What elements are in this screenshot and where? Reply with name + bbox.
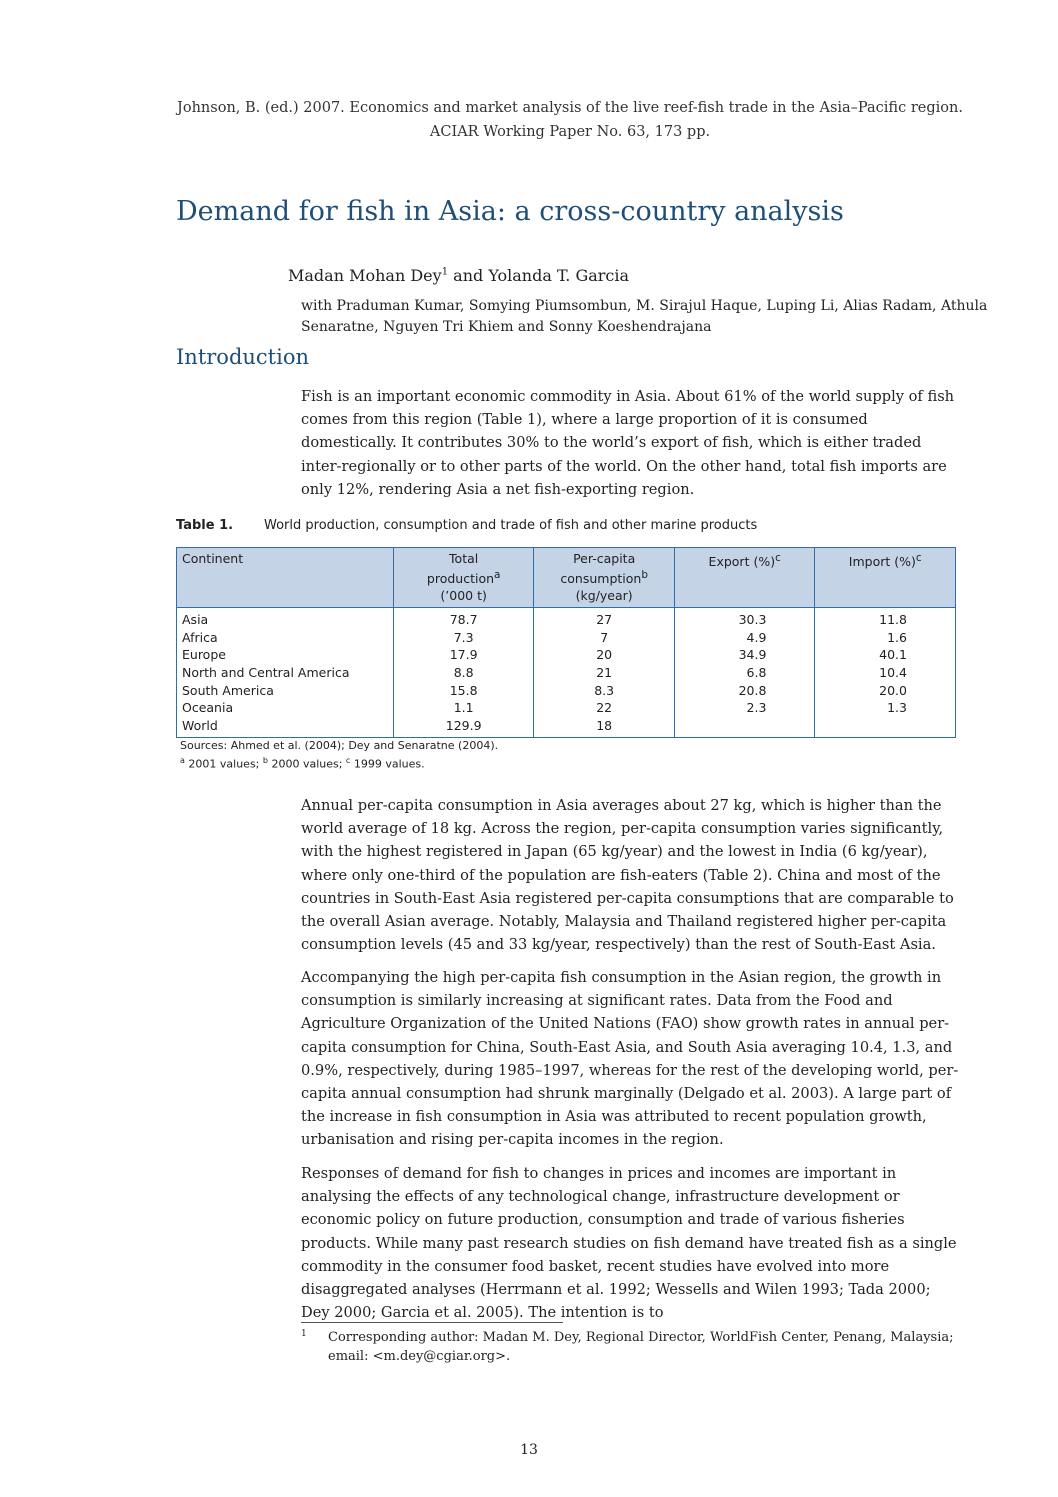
- cell-production: 15.8: [393, 682, 534, 700]
- cell-export: 4.9: [674, 629, 815, 647]
- cell-production: 8.8: [393, 664, 534, 682]
- footnote: [301, 1328, 961, 1366]
- header-import: [815, 548, 956, 608]
- table-row: [177, 629, 956, 647]
- table-sources: [180, 738, 498, 772]
- note-a-text: 2001 values;: [184, 757, 263, 771]
- cell-consumption: 27: [534, 608, 675, 629]
- table-row: [177, 682, 956, 700]
- header-consumption-l3: (kg/year): [575, 588, 633, 604]
- note-b-text: 2000 values;: [267, 757, 346, 771]
- cell-continent: Asia: [182, 612, 209, 628]
- header-export: [674, 548, 815, 608]
- co-lead-author: and Yolanda T. Garcia: [448, 266, 630, 285]
- section-heading-introduction: Introduction: [176, 345, 309, 369]
- table-row: [177, 699, 956, 717]
- header-consumption: [534, 548, 675, 608]
- table-row: [177, 646, 956, 664]
- cell-import: 1.6: [815, 629, 956, 647]
- cell-continent: Oceania: [182, 700, 234, 716]
- header-import-text: Import (%): [848, 554, 916, 570]
- cell-import: 10.4: [815, 664, 956, 682]
- sources-line: Sources: Ahmed et al. (2004); Dey and Senaratne (2004).: [180, 739, 499, 752]
- author-footnote-mark: 1: [441, 266, 449, 278]
- authors: [288, 266, 629, 285]
- table-label: Table 1.: [176, 518, 234, 533]
- paragraph-4: Responses of demand for fish to changes in prices and incomes are important in analysing the effects of any technological change, infrastructure development or economic policy on future production, consumption and trade of various fisheries products. While many past research studies on fish demand have treated fish as a single commodity in the consumer food basket, recent studies have evolved into more disaggregated analyses (Herrmann et al. 1992; Wessells and Wilen 1993; Tada 2000; Dey 2000; Garcia et al. 2005). The intention is to: [301, 1165, 957, 1322]
- header-consumption-l1: Per-capita: [573, 551, 636, 566]
- table-caption-text: World production, consumption and trade of fish and other marine products: [264, 518, 758, 533]
- coauthors: with Praduman Kumar, Somying Piumsombun, M. Sirajul Haque, Luping Li, Alias Radam, Athula Senaratne, Nguyen Tri Khiem and Sonny Koeshendrajana: [301, 298, 988, 335]
- cell-continent: World: [182, 717, 218, 733]
- note-a-mark: a: [180, 756, 185, 765]
- cell-consumption: 22: [534, 699, 675, 717]
- cell-consumption: 21: [534, 664, 675, 682]
- citation-line-2: ACIAR Working Paper No. 63, 173 pp.: [429, 124, 711, 140]
- cell-continent: South America: [182, 682, 274, 698]
- cell-continent: Europe: [182, 647, 226, 663]
- header-production-l1: Total: [449, 551, 479, 566]
- cell-export: [674, 717, 815, 738]
- cell-consumption: 8.3: [534, 682, 675, 700]
- cell-production: 129.9: [393, 717, 534, 738]
- data-table: [176, 547, 956, 738]
- table-row: [177, 717, 956, 738]
- table-row: [177, 608, 956, 629]
- cell-import: 20.0: [815, 682, 956, 700]
- citation-header: [120, 96, 1020, 144]
- note-c-text: 1999 values.: [350, 757, 425, 771]
- cell-export: 20.8: [674, 682, 815, 700]
- cell-export: 34.9: [674, 646, 815, 664]
- table-row: [177, 664, 956, 682]
- cell-export: 30.3: [674, 608, 815, 629]
- header-continent: Continent: [177, 548, 394, 608]
- cell-production: 17.9: [393, 646, 534, 664]
- footnote-divider: [301, 1322, 563, 1323]
- paragraph-3: Accompanying the high per-capita fish consumption in the Asian region, the growth in consumption is similarly increasing at significant rates. Data from the Food and Agriculture Organization of the United Nations (FAO) show growth rates in annual per-capita consumption for China, South-East Asia, and South Asia averaging 10.4, 1.3, and 0.9%, respectively, during 1985–1997, whereas for the rest of the developing world, per-capita annual consumption had shrunk marginally (Delgado et al. 2003). A large part of the increase in fish consumption in Asia was attributed to recent population growth, urbanisation and rising per-capita incomes in the region.: [301, 969, 959, 1149]
- cell-production: 78.7: [393, 608, 534, 629]
- cell-import: 40.1: [815, 646, 956, 664]
- cell-consumption: 18: [534, 717, 675, 738]
- paragraph-2: Annual per-capita consumption in Asia averages about 27 kg, which is higher than the world average of 18 kg. Across the region, per-capita consumption varies significantly, with the highest registered in Japan (65 kg/year) and the lowest in India (6 kg/year), where only one-third of the population are fish-eaters (Table 2). China and most of the countries in South-East Asia registered per-capita consumptions that are comparable to the overall Asian average. Notably, Malaysia and Thailand registered higher per-capita consumption levels (45 and 33 kg/year, respectively) than the rest of South-East Asia.: [301, 797, 954, 954]
- cell-export: 2.3: [674, 699, 815, 717]
- footnote-text: Corresponding author: Madan M. Dey, Regional Director, WorldFish Center, Penang, Malaysia; email: <m.dey@cgiar.org>.: [328, 1330, 954, 1364]
- page-number: 13: [520, 1442, 538, 1458]
- cell-import: 1.3: [815, 699, 956, 717]
- header-export-sup: c: [775, 552, 781, 564]
- table-header-row: [177, 548, 956, 608]
- citation-line-1: Johnson, B. (ed.) 2007. Economics and market analysis of the live reef-fish trade in the Asia–Pacific region.: [177, 100, 963, 116]
- cell-continent: Africa: [182, 629, 218, 645]
- footnote-mark: 1: [301, 1329, 307, 1339]
- cell-continent: North and Central America: [182, 664, 350, 680]
- header-production-sup: a: [494, 569, 501, 581]
- header-consumption-sup: b: [641, 569, 648, 581]
- table-caption: [176, 518, 757, 533]
- header-consumption-l2: consumption: [560, 571, 642, 587]
- header-import-sup: c: [915, 552, 922, 564]
- cell-production: 7.3: [393, 629, 534, 647]
- paper-title: Demand for fish in Asia: a cross-country analysis: [176, 196, 844, 227]
- note-b-mark: b: [262, 756, 268, 765]
- lead-author: Madan Mohan Dey: [288, 266, 442, 285]
- cell-consumption: 20: [534, 646, 675, 664]
- cell-import: 11.8: [815, 608, 956, 629]
- note-c-mark: c: [345, 756, 351, 765]
- cell-export: 6.8: [674, 664, 815, 682]
- header-production-l2: production: [426, 571, 495, 587]
- cell-production: 1.1: [393, 699, 534, 717]
- header-export-text: Export (%): [708, 554, 776, 570]
- paragraph-1: Fish is an important economic commodity in Asia. About 61% of the world supply of fish comes from this region (Table 1), where a large proportion of it is consumed domestically. It contributes 30% to the world’s export of fish, which is either traded inter-regionally or to other parts of the world. On the other hand, total fish imports are only 12%, rendering Asia a net fish-exporting region.: [301, 388, 955, 498]
- cell-consumption: 7: [534, 629, 675, 647]
- header-production-l3: (’000 t): [440, 588, 487, 604]
- header-production: [393, 548, 534, 608]
- cell-import: [815, 717, 956, 738]
- notes-line: [180, 753, 498, 772]
